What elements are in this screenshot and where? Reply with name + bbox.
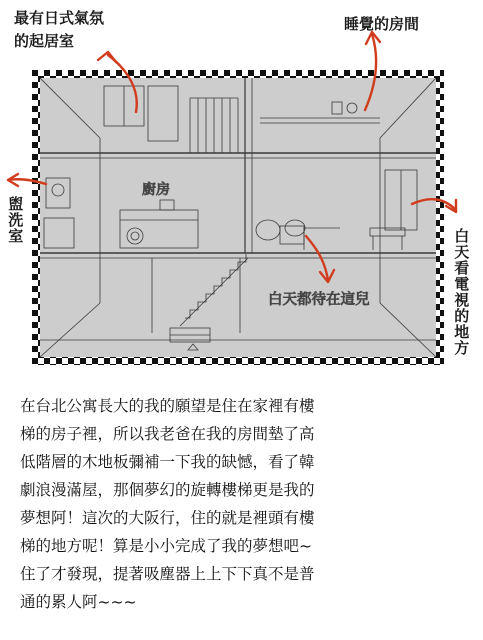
- paragraph-line: 住了才發現，提著吸塵器上上下下真不是普: [20, 565, 315, 583]
- daytime-arrow-icon: [306, 236, 328, 280]
- paragraph-line: 在台北公寓長大的我的願望是住在家裡有樓: [20, 397, 315, 415]
- view-spot-label: 白天看電視的地方: [452, 228, 471, 356]
- paragraph-line: 低階層的木地板彌補一下我的缺憾，看了韓: [20, 453, 315, 471]
- daytime-spot-label: 白天都待在這兒: [268, 292, 370, 308]
- paragraph-line: 劇浪漫滿屋，那個夢幻的旋轉樓梯更是我的: [20, 481, 315, 499]
- living-room-arrowhead-icon: [98, 52, 116, 62]
- living-room-label-line2: 的起居室: [14, 32, 75, 51]
- bedroom-label: 睡覺的房間: [344, 15, 420, 33]
- paragraph-line: 夢想阿！這次的大阪行，住的就是裡頭有樓: [20, 509, 315, 527]
- paragraph-line: 梯的房子裡，所以我老爸在我的房間墊了高: [20, 425, 315, 443]
- paragraph-line: 通的累人阿~~~: [20, 593, 137, 611]
- bedroom-arrow-icon: [365, 34, 376, 110]
- paragraph-line: 梯的地方呢！算是小小完成了我的夢想吧~: [20, 537, 312, 555]
- bathroom-label: 盥洗室: [6, 196, 25, 244]
- living-room-arrow-icon: [108, 55, 137, 112]
- living-room-label-line1: 最有日式氣氛: [14, 9, 105, 27]
- story-paragraph: [20, 392, 472, 616]
- kitchen-label: 廚房: [142, 182, 170, 198]
